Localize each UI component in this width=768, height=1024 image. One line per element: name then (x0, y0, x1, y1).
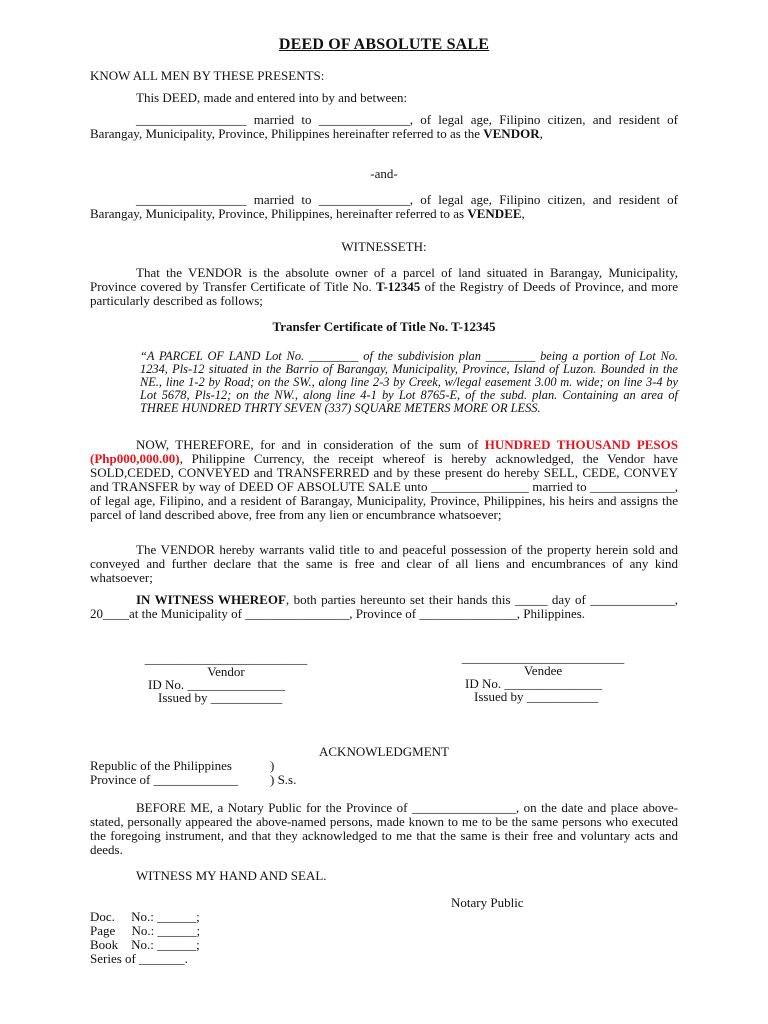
vendee-paragraph-text: _________________ married to ______________, of legal age, Filipino citizen, and resident of Barangay, Municipality, Province, Philippines, hereinafter referred to as (90, 192, 678, 221)
consideration-post: , Philippine Currency, the receipt whereof is hereby acknowledged, the Vendor have SOLD,CEDED, CONVEYED and TRANSFERRED and by these present do hereby SELL, CEDE, CONVEY and TRANSFER by way of DEED OF ABSOLUTE SALE unto _______________ married to _____________, of legal age, Filipino, and a resident of Barangay, Municipality, Province, Philippines, his heirs and assigns the parcel of land described above, free from any lien or encumbrance whatsoever; (90, 451, 678, 522)
venue-ss: ) S.s. (270, 772, 297, 787)
vendor-term: VENDOR (483, 126, 540, 141)
venue-province: Province of _____________ (90, 772, 239, 787)
owner-paragraph (90, 266, 678, 308)
know-all-men: KNOW ALL MEN BY THESE PRESENTS: (90, 68, 325, 83)
page-number: Page No.: ______; (90, 923, 201, 938)
acknowledgment-heading: ACKNOWLEDGMENT (319, 744, 449, 759)
notary-paragraph (90, 801, 678, 857)
consideration-pre: NOW, THEREFORE, for and in consideration of the sum of (136, 437, 485, 452)
vendor-id: ID No. _______________ (148, 677, 285, 692)
vendee-id: ID No. _______________ (465, 676, 602, 691)
venue-republic: Republic of the Philippines (90, 758, 232, 773)
consideration-amount: HUNDRED THOUSAND PESOS (Php000,000.00) (90, 437, 679, 466)
doc-number: Doc. No.: ______; (90, 909, 200, 924)
vendor-label: Vendor (207, 664, 245, 679)
land-description: “A PARCEL OF LAND Lot No. ________ of the subdivision plan ________ being a portion of Lot No. 1234, Pls-12 situated in the Barrio of Barangay, Municipality, Province, Island of Luzon. Bounded in the NE., line 1-2 by Road; on the SW., along line 2-3 by Creek, w/legal easement 3.00 m. wide; on line 3-4 by Lot 5678, Pls-12; on the NW., along line 4-1 by Lot 8765-E, of the subd. plan. Containing an area of THREE HUNDRED THRTY SEVEN (337) SQUARE METERS MORE OR LESS. (140, 349, 678, 415)
intro-line (90, 91, 678, 105)
tct-heading: Transfer Certificate of Title No. T-12345 (272, 319, 496, 334)
vendee-term: VENDEE (467, 206, 522, 221)
owner-paragraph-tail: of the Registry of Deeds of Province, and more particularly described as follows; (90, 279, 678, 308)
vendor-paragraph-tail: , (539, 126, 543, 141)
series-number: Series of _______. (90, 951, 188, 966)
vendee-paragraph (90, 193, 678, 221)
witness-hand-seal: WITNESS MY HAND AND SEAL. (136, 868, 327, 883)
in-witness-whereof: IN WITNESS WHEREOF (136, 592, 286, 607)
warranty-paragraph (90, 543, 678, 585)
consideration-paragraph (90, 438, 678, 522)
and-separator: -and- (370, 166, 398, 181)
notary-public-label: Notary Public (451, 895, 524, 910)
notary-text: BEFORE ME, a Notary Public for the Province of ________________, on the date and place above-stated, personally appeared the above-named persons, made known to me to be the same persons who executed the foregoing instrument, and that they acknowledged to me that the same is their free and voluntary acts and deeds. (90, 800, 678, 857)
tct-number: T-12345 (376, 279, 421, 294)
book-number: Book No.: ______; (90, 937, 200, 952)
intro-text: This DEED, made and entered into by and between: (136, 90, 408, 105)
vendor-signature-line: _________________________ (144, 651, 308, 666)
vendee-paragraph-tail: , (521, 206, 525, 221)
venue-bracket-1: ) (270, 758, 275, 773)
witness-paragraph-text: , both parties hereunto set their hands this _____ day of _____________, 20____at the Municipality of ________________, Province of _______________, Philippines. (90, 592, 678, 621)
witness-paragraph (90, 593, 678, 621)
owner-paragraph-text: That the VENDOR is the absolute owner of a parcel of land situated in Barangay, Municipality, Province covered by Transfer Certificate of Title No. (90, 265, 678, 294)
vendor-paragraph-text: _________________ married to ______________, of legal age, Filipino citizen, and resident of Barangay, Municipality, Province, Philippines hereinafter referred to as the (90, 112, 678, 141)
vendee-signature-line: _________________________ (461, 650, 625, 665)
warranty-text: The VENDOR hereby warrants valid title to and peaceful possession of the property herein sold and conveyed and further declare that the same is free and clear of all liens and encumbrances of any kind whatsoever; (90, 542, 678, 585)
vendee-label: Vendee (523, 663, 563, 678)
vendor-issued-by: Issued by ___________ (158, 690, 283, 705)
vendee-issued-by: Issued by ___________ (474, 689, 599, 704)
document-title: DEED OF ABSOLUTE SALE (278, 36, 490, 53)
witnesseth-heading: WITNESSETH: (341, 239, 427, 254)
vendor-paragraph (90, 113, 678, 141)
